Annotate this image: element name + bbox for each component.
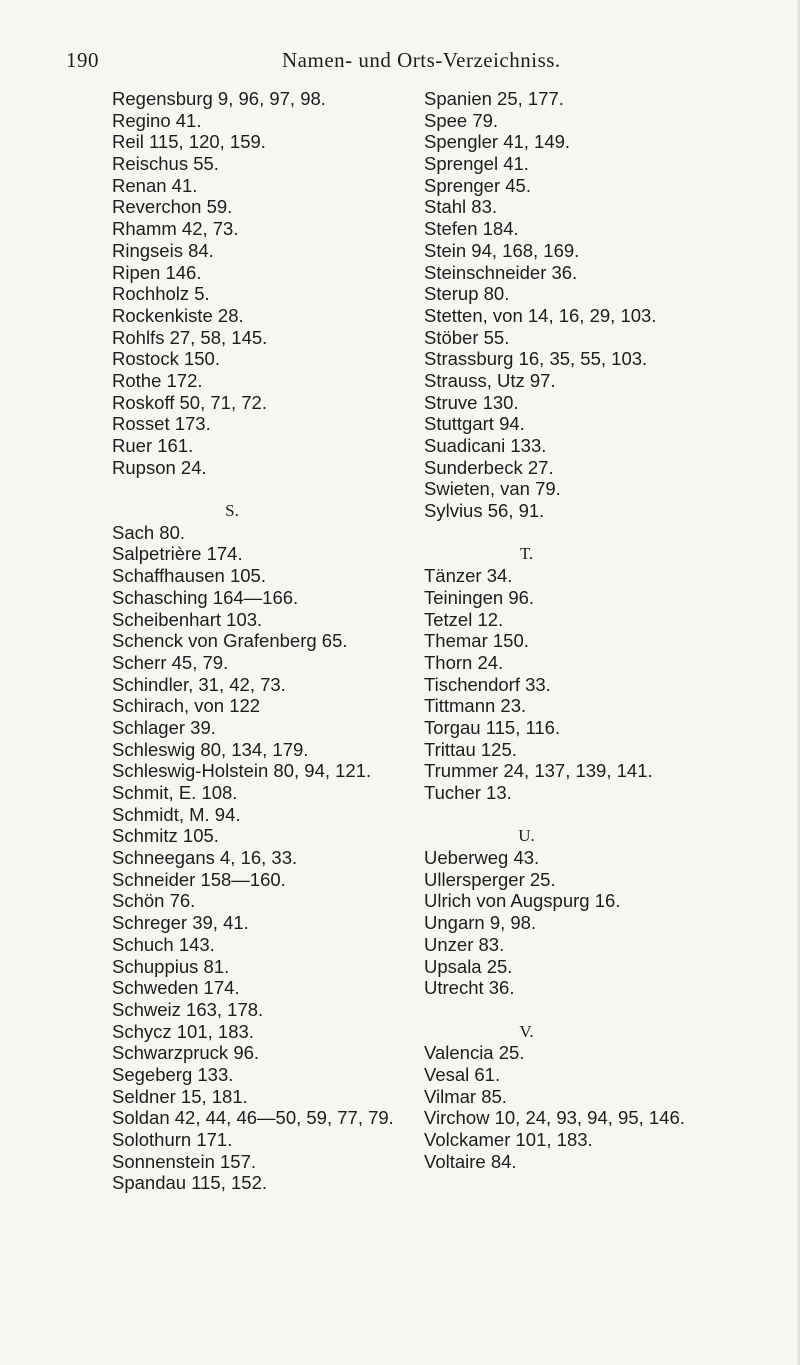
index-entry: Stuttgart 94.: [424, 413, 525, 435]
index-entry: Schweiz 163, 178.: [112, 998, 264, 1020]
section-gap: [424, 999, 784, 1021]
index-entry: Steinschneider 36.: [424, 261, 578, 283]
index-entry: Torgau 115, 116.: [424, 716, 561, 738]
section-gap: [424, 522, 784, 544]
index-entry: Reischus 55.: [112, 153, 219, 175]
index-entry: Sprengel 41.: [424, 153, 529, 175]
index-entry: Spandau 115, 152.: [112, 1172, 267, 1194]
index-entry: Spengler 41, 149.: [424, 131, 571, 153]
index-entry: Solothurn 171.: [112, 1129, 233, 1150]
page-title: Namen- und Orts-Verzeichniss.: [282, 48, 561, 72]
index-entry: Tetzel 12.: [424, 608, 504, 630]
page-number: 190: [66, 48, 99, 72]
index-entry: Rothe 172.: [112, 369, 203, 391]
index-entry: Schasching 164—166.: [112, 586, 299, 608]
index-entry: Schneegans 4, 16, 33.: [112, 847, 298, 869]
page-edge: [796, 0, 800, 1365]
index-entry: Schuch 143.: [112, 933, 215, 955]
section-heading-v: V.: [519, 1021, 534, 1041]
index-entry: Ungarn 9, 98.: [424, 912, 537, 934]
t-entry-list: [424, 565, 784, 804]
index-entry: Schaffhausen 105.: [112, 565, 266, 587]
index-entry: Ullersperger 25.: [424, 868, 556, 890]
index-entry: Strauss, Utz 97.: [424, 369, 556, 391]
index-entry: Schirach, von 122: [112, 695, 261, 717]
index-entry: Stein 94, 168, 169.: [424, 239, 580, 261]
index-entry: Schycz 101, 183.: [112, 1020, 254, 1042]
index-entry: Tucher 13.: [424, 782, 512, 803]
index-entry: Seldner 15, 181.: [112, 1085, 248, 1107]
v-entry-list: [424, 1042, 784, 1172]
index-entry: Schleswig-Holstein 80, 94, 121.: [112, 760, 372, 782]
index-entry: Struve 130.: [424, 391, 519, 413]
index-entry: Schneider 158—160.: [112, 868, 286, 890]
index-entry: Sylvius 56, 91.: [424, 500, 545, 522]
index-entry: Ueberweg 43.: [424, 847, 540, 869]
page-header: [0, 48, 800, 78]
index-entry: Schmitz 105.: [112, 825, 219, 847]
section-gap: [424, 804, 784, 826]
index-entry: Ripen 146.: [112, 261, 202, 283]
index-entry: Schweden 174.: [112, 977, 240, 999]
index-entry: Reil 115, 120, 159.: [112, 131, 266, 153]
index-entry: Volckamer 101, 183.: [424, 1129, 593, 1150]
index-entry: Rostock 150.: [112, 348, 220, 370]
right-column: [424, 88, 784, 1172]
index-entry: Suadicani 133.: [424, 435, 547, 456]
index-entry: Ruer 161.: [112, 435, 194, 456]
index-entry: Tänzer 34.: [424, 565, 513, 587]
index-entry: Schwarzpruck 96.: [112, 1042, 260, 1064]
index-entry: Teiningen 96.: [424, 586, 535, 608]
index-entry: Sunderbeck 27.: [424, 456, 554, 478]
index-entry: Schindler, 31, 42, 73.: [112, 673, 286, 695]
index-entry: Voltaire 84.: [424, 1150, 517, 1172]
index-entry: Sprenger 45.: [424, 174, 531, 196]
index-entry: Rochholz 5.: [112, 283, 210, 305]
index-entry: Valencia 25.: [424, 1042, 525, 1064]
index-entry: Reverchon 59.: [112, 196, 233, 218]
index-entry: Spee 79.: [424, 109, 499, 131]
index-entry: Stöber 55.: [424, 326, 510, 348]
index-entry: Upsala 25.: [424, 955, 513, 977]
u-entry-list: [424, 847, 784, 999]
index-entry: Regino 41.: [112, 109, 202, 131]
index-entry: Rhamm 42, 73.: [112, 218, 239, 240]
index-entry: Schuppius 81.: [112, 955, 230, 977]
index-entry: Rupson 24.: [112, 456, 207, 478]
section-heading-s: S.: [225, 501, 239, 521]
index-entry: Schmit, E. 108.: [112, 782, 238, 803]
index-entry: Stefen 184.: [424, 218, 519, 240]
index-entry: Scheibenhart 103.: [112, 608, 263, 630]
section-heading-u: U.: [518, 826, 535, 846]
index-entry: Regensburg 9, 96, 97, 98.: [112, 88, 326, 109]
index-entry: Strassburg 16, 35, 55, 103.: [424, 348, 648, 370]
index-entry: Schleswig 80, 134, 179.: [112, 738, 309, 760]
index-entry: Spanien 25, 177.: [424, 88, 564, 109]
index-entry: Themar 150.: [424, 630, 529, 652]
index-entry: Virchow 10, 24, 93, 94, 95, 146.: [424, 1107, 685, 1129]
index-entry: Sach 80.: [112, 521, 186, 543]
index-entry: Swieten, van 79.: [424, 478, 561, 500]
index-entry: Schlager 39.: [112, 716, 216, 738]
index-entry: Scherr 45, 79.: [112, 651, 229, 673]
index-entry: Stetten, von 14, 16, 29, 103.: [424, 304, 657, 326]
index-entry: Schmidt, M. 94.: [112, 803, 241, 825]
index-entry: Vesal 61.: [424, 1063, 501, 1085]
index-entry: Ulrich von Augspurg 16.: [424, 890, 621, 912]
index-entry: Salpetrière 174.: [112, 543, 243, 565]
index-entry: Stahl 83.: [424, 196, 498, 218]
index-entry: Schön 76.: [112, 890, 196, 912]
index-entry: Roskoff 50, 71, 72.: [112, 391, 267, 413]
index-entry: Soldan 42, 44, 46—50, 59, 77, 79.: [112, 1107, 394, 1129]
index-entry: Ringseis 84.: [112, 239, 214, 261]
index-entry: Sonnenstein 157.: [112, 1150, 257, 1172]
index-entry: Vilmar 85.: [424, 1085, 507, 1107]
index-entry: Renan 41.: [112, 174, 198, 196]
index-entry: Schenck von Grafenberg 65.: [112, 630, 348, 652]
index-entry: Trummer 24, 137, 139, 141.: [424, 760, 653, 782]
index-entry: Tittmann 23.: [424, 695, 527, 717]
s-entry-list-continued: [424, 88, 784, 522]
index-entry: Unzer 83.: [424, 933, 505, 955]
section-heading-t: T.: [519, 544, 534, 564]
index-entry: Tischendorf 33.: [424, 673, 551, 695]
index-entry: Rosset 173.: [112, 413, 211, 435]
index-entry: Thorn 24.: [424, 651, 504, 673]
index-entry: Schreger 39, 41.: [112, 912, 249, 934]
index-entry: Segeberg 133.: [112, 1063, 234, 1085]
index-entry: Rockenkiste 28.: [112, 304, 244, 326]
index-entry: Rohlfs 27, 58, 145.: [112, 326, 268, 348]
index-entry: Sterup 80.: [424, 283, 510, 305]
index-entry: Utrecht 36.: [424, 977, 515, 999]
index-entry: Trittau 125.: [424, 738, 517, 760]
